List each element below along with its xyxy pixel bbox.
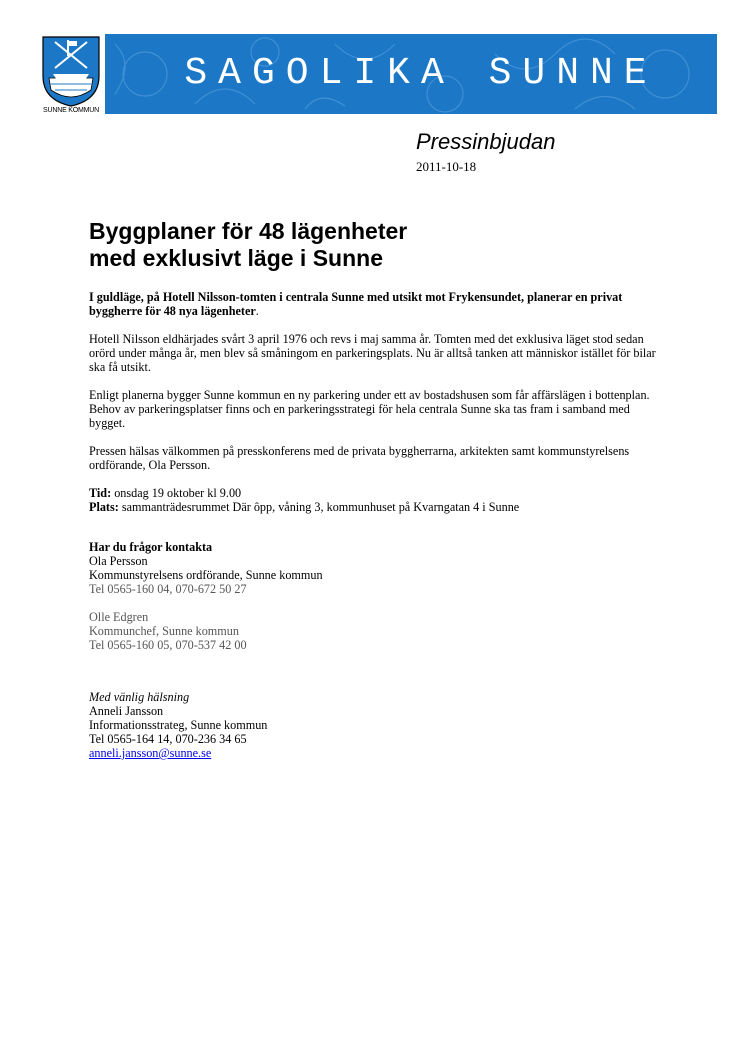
email-link[interactable]: anneli.jansson@sunne.se [89, 746, 212, 760]
place-value: sammanträdesrummet Där ôpp, våning 3, kommunhuset på Kvarngatan 4 i Sunne [118, 500, 520, 514]
crest-label: SUNNE KOMMUN [43, 107, 99, 114]
headline [89, 218, 649, 272]
contacts-heading: Har du frågor kontakta [89, 540, 213, 554]
headline-line-1: Byggplaner för 48 lägenheter [89, 218, 408, 244]
sunne-coat-of-arms-icon [37, 34, 105, 108]
document-date: 2011-10-18 [416, 159, 477, 174]
lead-text: I guldläge, på Hotell Nilsson-tomten i centrala Sunne med utsikt mot Frykensundet, planerar en privat byggherre för 48 nya lägenheter [89, 290, 623, 318]
signoff-phone: Tel 0565-164 14, 070-236 34 65 [89, 732, 247, 746]
time-value: onsdag 19 oktober kl 9.00 [111, 486, 242, 500]
contact-primary [89, 540, 669, 596]
brand-banner [105, 34, 717, 114]
paragraph-2: Enligt planerna bygger Sunne kommun en ny parkering under ett av bostadshusen som får affärslägen i bottenplan. Behov av parkeringsplatser finns och en parkeringsstrategi för hela centrala Sunne ska tas fram i samband med bygget. [89, 388, 650, 430]
contact-title: Kommunchef, Sunne kommun [89, 624, 239, 638]
paragraph-3: Pressen hälsas välkommen på presskonferens med de privata byggherrarna, arkitekten samt kommunstyrelsens ordförande, Ola Persson. [89, 444, 630, 472]
signoff-title: Informationsstrateg, Sunne kommun [89, 718, 268, 732]
contact-phone: Tel 0565-160 04, 070-672 50 27 [89, 582, 247, 596]
contact-title: Kommunstyrelsens ordförande, Sunne kommun [89, 568, 323, 582]
letterhead [37, 34, 717, 118]
banner-title: SAGOLIKA SUNNE [184, 52, 658, 95]
contact-name: Ola Persson [89, 554, 148, 568]
headline-line-2: med exklusivt läge i Sunne [89, 245, 383, 271]
body-text [89, 290, 669, 774]
contact-phone: Tel 0565-160 05, 070-537 42 00 [89, 638, 247, 652]
contact-secondary [89, 610, 669, 652]
signoff-name: Anneli Jansson [89, 704, 164, 718]
greeting: Med vänlig hälsning [89, 690, 190, 704]
event-details [89, 486, 669, 514]
contact-name: Olle Edgren [89, 610, 149, 624]
time-label: Tid: [89, 486, 112, 500]
signoff [89, 690, 669, 760]
lead-paragraph [89, 290, 669, 318]
place-label: Plats: [89, 500, 119, 514]
paragraph-1: Hotell Nilsson eldhärjades svårt 3 april 1976 och revs i maj samma år. Tomten med det exklusiva läget stod sedan orörd under många år, men blev så småningom en parkeringsplats. Nu är alltså tanken att människor istället för bilar ska få utsikt. [89, 332, 656, 374]
lead-end: . [255, 304, 259, 318]
coat-of-arms-logo [37, 34, 105, 118]
document-type: Pressinbjudan [416, 129, 556, 154]
